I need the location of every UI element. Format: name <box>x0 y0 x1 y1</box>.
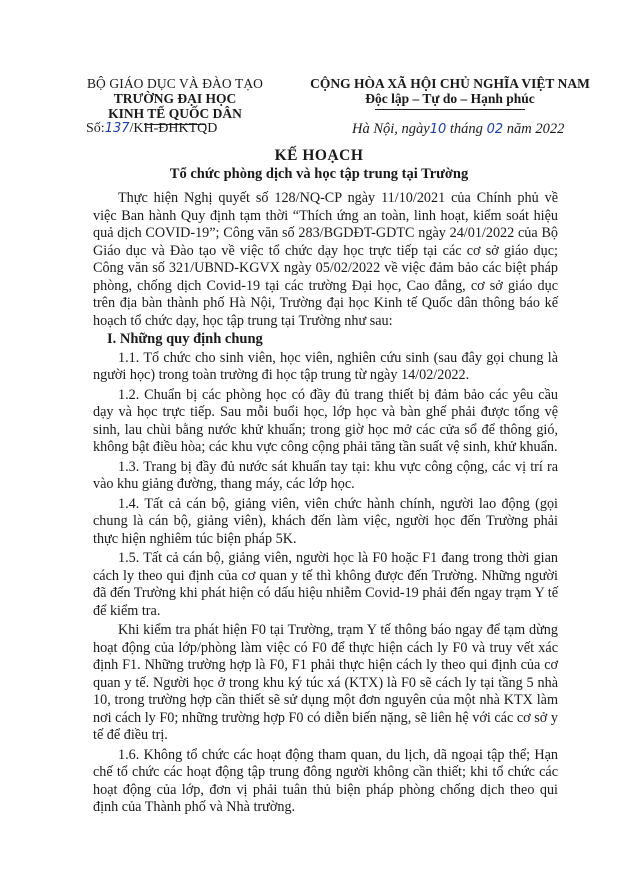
national-motto: Độc lập – Tự do – Hạnh phúc <box>365 91 535 106</box>
national-header <box>300 76 600 110</box>
university-name-line2: KINH TẾ QUỐC DÂN <box>108 106 242 121</box>
date-day-handwritten: 10 <box>429 122 447 137</box>
university-name-line1: TRƯỜNG ĐẠI HỌC <box>113 91 237 106</box>
document-title: KẾ HOẠCH <box>274 147 364 164</box>
country-name: CỘNG HÒA XÃ HỘI CHỦ NGHĨA VIỆT NAM <box>310 76 590 91</box>
paragraph-1-2: 1.2. Chuẩn bị các phòng học có đầy đủ trang thiết bị đảm bảo các yêu cầu dạy và học trực tiếp. Sau mỗi buổi học, lớp học và bàn ghế phải được tổng vệ sinh, lau chùi bằng nước khử khuẩn; trong giờ học mở các cửa sổ để thông gió, không bật điều hòa; các khu vực công cộng phải tăng tần suất vệ sinh, khử khuẩn. <box>93 386 558 455</box>
document-body <box>93 190 558 817</box>
date-place: Hà Nội, ngày <box>352 121 430 137</box>
paragraph-1-1: 1.1. Tổ chức cho sinh viên, học viên, nghiên cứu sinh (sau đây gọi chung là người học) trong toàn trường đi học tập trung từ ngày 14/02/2022. <box>93 349 558 383</box>
paragraph-1-5: 1.5. Tất cả cán bộ, giảng viên, người học là F0 hoặc F1 đang trong thời gian cách ly theo qui định của cơ quan y tế thì không được đến Trường. Những người đã đến Trường khi phát hiện có dấu hiệu nhiễm Covid-19 phải đến ngay trạm Y tế để kiểm tra. <box>93 550 558 619</box>
paragraph-1-4: 1.4. Tất cả cán bộ, giảng viên, viên chức hành chính, người lao động (gọi chung là cán bộ, giảng viên), khách đến làm việc, người học đến Trường phải thực hiện nghiêm túc biện pháp 5K. <box>93 495 558 547</box>
doc-number-prefix: Số: <box>86 121 105 136</box>
document-subtitle: Tổ chức phòng dịch và học tập trung tại Trường <box>169 166 469 182</box>
issue-date <box>352 121 564 138</box>
doc-number-handwritten: 137 <box>104 121 130 136</box>
date-month-label: tháng <box>446 121 487 137</box>
issuer-block <box>80 76 270 125</box>
paragraph-1-3: 1.3. Trang bị đầy đủ nước sát khuẩn tay tại: khu vực công cộng, các vị trí ra vào khu giảng đường, thang máy, các lớp học. <box>93 458 558 492</box>
paragraph-1-6: 1.6. Không tổ chức các hoạt động tham quan, du lịch, dã ngoại tập thể; Hạn chế tổ chức các hoạt động tập trung đông người không cần thiết; khi tổ chức các hoạt động của lớp, đơn vị phải tuân thủ biện pháp phòng chống dịch theo qui định của Thành phố và Nhà trường. <box>93 746 558 815</box>
document-number <box>86 121 217 137</box>
section-heading: I. Những quy định chung <box>107 331 263 347</box>
doc-number-suffix: /KH-ĐHKTQD <box>129 121 218 136</box>
paragraph-1-5-continued: Khi kiểm tra phát hiện F0 tại Trường, trạm Y tế thông báo ngay để tạm dừng hoạt động của lớp/phòng làm việc có F0 để thực hiện cách ly F0 và truy vết xác định F1. Những trường hợp là F0, F1 phải thực hiện cách ly theo qui định của cơ quan y tế. Người học ở trong khu ký túc xá (KTX) là F0 sẽ cách ly tại tầng 5 nhà 10, trong trường hợp cần thiết sẽ sử dụng một đơn nguyên của một nhà KTX làm nơi cách ly F0; những trường hợp F0 có diễn biến nặng, sẽ liên hệ với các cơ sở y tế để điều trị. <box>93 622 558 743</box>
intro-paragraph: Thực hiện Nghị quyết số 128/NQ-CP ngày 11/10/2021 của Chính phủ về việc Ban hành Quy định tạm thời “Thích ứng an toàn, linh hoạt, kiểm soát hiệu quả dịch COVID-19”; Công văn số 283/BGDĐT-GDTC ngày 24/01/2022 của Bộ Giáo dục và Đào tạo về việc tổ chức dạy học trực tiếp tại các cơ sở giáo dục; Công văn số 321/UBND-KGVX ngày 05/02/2022 về việc đảm bảo các biệt pháp phòng, chống dịch Covid-19 tại các trường Đại học, Cao đẳng, cơ sở giáo dục trên địa bàn thành phố Hà Nội, Trường đại học Kinh tế Quốc dân thông báo kế hoạch tổ chức dạy, học tập trung tại Trường như sau: <box>93 190 558 329</box>
motto-underline <box>375 109 525 110</box>
date-month-handwritten: 02 <box>486 122 504 137</box>
date-year: năm 2022 <box>503 121 565 137</box>
ministry-name: BỘ GIÁO DỤC VÀ ĐÀO TẠO <box>86 76 264 91</box>
